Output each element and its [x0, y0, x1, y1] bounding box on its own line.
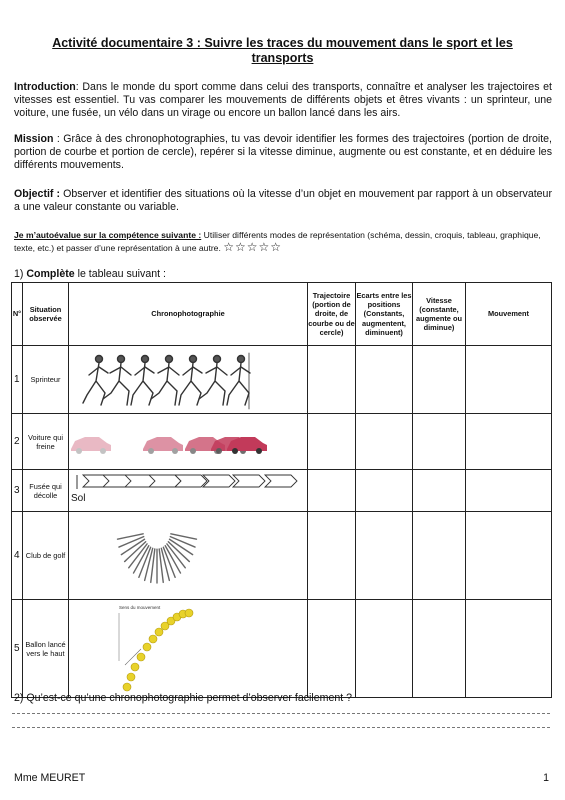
movement-direction-label: Sens du mouvement: [119, 604, 161, 610]
table-row: [12, 414, 552, 470]
ball-image: [69, 601, 308, 697]
cell-ecarts[interactable]: [356, 512, 413, 600]
chrono-golf-club: [69, 512, 308, 600]
header-situation: Situation observée: [23, 283, 69, 346]
question-1-prefix: 1): [14, 268, 27, 280]
intro-label: Introduction: [14, 81, 76, 93]
cell-trajectoire[interactable]: [308, 600, 356, 698]
cell-vitesse[interactable]: [413, 346, 466, 414]
row-situation: Fusée qui décolle: [23, 470, 69, 512]
cell-mouvement[interactable]: [466, 414, 552, 470]
table-row: [12, 346, 552, 414]
chrono-ball: [69, 600, 308, 698]
cell-mouvement[interactable]: [466, 512, 552, 600]
cell-ecarts[interactable]: [356, 470, 413, 512]
row-num: 2: [12, 414, 23, 470]
header-trajectoire: Trajectoire (portion de droite, de courbe ou de cercle): [308, 283, 356, 346]
footer-author: Mme MEURET: [14, 772, 86, 784]
cell-trajectoire[interactable]: [308, 470, 356, 512]
sprinter-image: [69, 347, 308, 413]
table-row: [12, 600, 552, 698]
cell-ecarts[interactable]: [356, 346, 413, 414]
row-num: 3: [12, 470, 23, 512]
cell-vitesse[interactable]: [413, 470, 466, 512]
self-assessment-label: Je m’autoévalue sur la compétence suivante :: [14, 230, 202, 240]
mission-label: Mission: [14, 133, 54, 145]
cell-ecarts[interactable]: [356, 414, 413, 470]
cell-trajectoire[interactable]: [308, 346, 356, 414]
cell-vitesse[interactable]: [413, 512, 466, 600]
header-chrono: Chronophotographie: [69, 283, 308, 346]
car-image: [69, 415, 308, 469]
question-1-rest: le tableau suivant :: [74, 268, 166, 280]
row-situation: Sprinteur: [23, 346, 69, 414]
table-row: [12, 512, 552, 600]
cell-vitesse[interactable]: [413, 414, 466, 470]
observation-table: [11, 282, 552, 698]
table-row: [12, 470, 552, 512]
cell-ecarts[interactable]: [356, 600, 413, 698]
rating-stars[interactable]: ☆☆☆☆☆: [223, 240, 283, 254]
objectif-paragraph: [14, 188, 552, 214]
cell-mouvement[interactable]: [466, 346, 552, 414]
question-1-bold: Complète: [26, 268, 75, 280]
page-title: Activité documentaire 3 : Suivre les traces du mouvement dans le sport et les transports: [52, 36, 513, 65]
ground-label: Sol: [71, 492, 86, 504]
cell-mouvement[interactable]: [466, 600, 552, 698]
row-situation: Voiture qui freine: [23, 414, 69, 470]
row-situation: Club de golf: [23, 512, 69, 600]
chrono-rocket: [69, 470, 308, 512]
self-assessment-text: Utiliser différents modes de représentation (schéma, dessin, croquis, tableau, graphique, texte, etc.) et passer d’une représentation à une autre.: [14, 230, 541, 253]
header-vitesse: Vitesse (constante, augmente ou diminue): [413, 283, 466, 346]
intro-text: : Dans le monde du sport comme dans celui des transports, connaître et analyser les trajectoires et vitesses est essentiel. Tu vas comparer les mouvements de différents objets et êtres vivants : un sprinteur, une voiture, une fusée, un vélo dans un virage ou encore un ballon lancé dans les airs.: [14, 81, 552, 120]
objectif-label: Objectif :: [14, 188, 61, 200]
answer-line[interactable]: [12, 713, 550, 714]
mission-text: : Grâce à des chronophotographies, tu vas devoir identifier les formes des trajectoires (portion de droite, portion de courbe et portion de cercle), repérer si la vitesse diminue, augmente ou est constante, et en déduire les différents mouvements.: [14, 133, 552, 172]
cell-trajectoire[interactable]: [308, 414, 356, 470]
question-2: 2) Qu’est-ce qu’une chronophotographie permet d’observer facilement ?: [14, 692, 353, 704]
header-num: N°: [12, 283, 23, 346]
chrono-car: [69, 414, 308, 470]
row-num: 4: [12, 512, 23, 600]
row-num: 1: [12, 346, 23, 414]
cell-trajectoire[interactable]: [308, 512, 356, 600]
mission-paragraph: [14, 133, 552, 173]
table-header-row: [12, 283, 552, 346]
answer-line[interactable]: [12, 727, 550, 728]
question-1: [14, 268, 166, 280]
cell-vitesse[interactable]: [413, 600, 466, 698]
header-mouvement: Mouvement: [466, 283, 552, 346]
page-number: 1: [543, 772, 549, 784]
golf-club-image: [69, 513, 308, 599]
rocket-image: [69, 471, 308, 511]
self-assessment: [14, 229, 554, 254]
objectif-text: Observer et identifier des situations où la vitesse d’un objet en mouvement par rapport à un observateur a une valeur constante ou variable.: [14, 188, 552, 214]
cell-mouvement[interactable]: [466, 470, 552, 512]
row-situation: Ballon lancé vers le haut: [23, 600, 69, 698]
intro-paragraph: [14, 81, 552, 121]
header-ecarts: Ecarts entre les positions (Constants, augmentent, diminuent): [356, 283, 413, 346]
chrono-sprinter: [69, 346, 308, 414]
row-num: 5: [12, 600, 23, 698]
